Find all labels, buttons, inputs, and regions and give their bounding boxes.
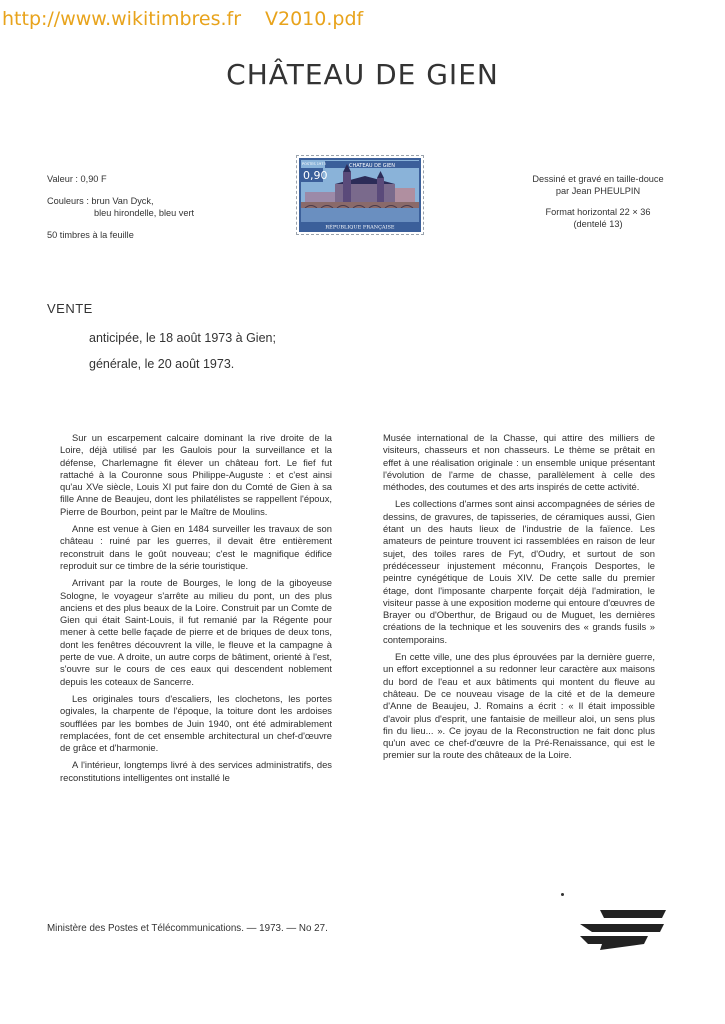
decorative-dot: [561, 893, 564, 896]
valeur-text: Valeur : 0,90 F: [47, 174, 107, 184]
paragraph: A l'intérieur, longtemps livré à des services administratifs, des reconstitutions intelligentes ont installé le: [60, 759, 332, 783]
paragraph: Arrivant par la route de Bourges, le long de la giboyeuse Sologne, le voyageur s'arrête au milieu du pont, un des plus anciens et des plus beaux de la Loire. Construit par un Comte de Gien qui était Saint-Louis, il fut remanié par la Régente pour mener à cette belle façade de pierre et de briques de deux tons, dont les fenêtres découvrent la ville, le fleuve et la campagne à perte de vue. A droite, un autre corps de bâtiment, orienté à l'est, s'ouvre sur le cours de ces eaux qui descendent noblement depuis les coteaux de Sancerre.: [60, 577, 332, 687]
body-column-left: [60, 432, 332, 789]
perforation-text: (dentelé 13): [573, 219, 623, 229]
paragraph: En cette ville, une des plus éprouvées par la dernière guerre, un effort exceptionnel a su redonner leur caractère aux maisons du bord de l'eau et aux bâtiments qui montent du fleuve au château. De ce nouveau visage de la cité et de la demeure d'Anne de Beaujeu, J. Romains a écrit : « Il était impossible d'avoir plus d'esprit, une fantaisie de meilleur aloi, un sens plus fin du lieu... ». Ce joyau de la Reconstruction ne fait donc plus qu'un avec ce chef-d'œuvre de la Pré-Renaissance, qui est le premier sur la route des châteaux de la Loire.: [383, 651, 655, 761]
couleurs-text-cont: bleu hirondelle, bleu vert: [94, 208, 195, 218]
paragraph: Musée international de la Chasse, qui attire des milliers de visiteurs, chasseurs et non chasseurs. Le thème se prêtait en effet à une réalisation originale : un ensemble unique présentant l'évolution de l'arme de chasse, parallèlement à celle des méthodes, des coutumes et des arts inspirés de cette activité.: [383, 432, 655, 493]
la-poste-bird-logo-icon: [578, 906, 668, 952]
page-title: CHÂTEAU DE GIEN: [226, 58, 499, 91]
format-text: Format horizontal 22 × 36: [545, 207, 651, 217]
paragraph: Les collections d'armes sont ainsi accompagnées de séries de dessins, de gravures, de tapisseries, de céramiques aussi, Gien étant un des hauts lieux de l'industrie de la faïence. Les amateurs de peinture trouvent ici rassemblées en raison de leur sujet, des toiles rares de Fyt, d'Oudry, et surtout de son prédécesseur injustement méconnu, François Desportes, le peintre cynégétique de Louis XIV. De cette salle du premier étage, dont l'imposante charpente forçait déjà l'admiration, le visiteur passe à une exposition moderne qui entoure d'œuvres de Brayer ou d'Oberthur, de Brigaud ou de Muguet, les dernières créations de la technique et les souvenirs des « grands fusils » contemporains.: [383, 498, 655, 645]
paragraph: Anne est venue à Gien en 1484 surveiller les travaux de son château : ruiné par les guerres, il devait être entièrement reconstruit dans le goût nouveau; c'est le magnifique édifice reproduit sur ce timbre de la série touristique.: [60, 523, 332, 571]
pdf-file-link[interactable]: V2010.pdf: [265, 8, 364, 30]
stamp-specs-left: [47, 173, 277, 241]
vente-anticipee: anticipée, le 18 août 1973 à Gien;: [89, 331, 276, 345]
stamp-value-text: 0,90: [303, 169, 328, 182]
couleurs-text: Couleurs : brun Van Dyck,: [47, 196, 154, 206]
paragraph: Les originales tours d'escaliers, les clochetons, les portes ogivales, la charpente de l'époque, la toiture dont les ardoises soufflées par les bombes de Juin 1940, ont été admirablement remplacées, font de cet ensemble architectural un chef-d'œuvre de grâce et d'harmonie.: [60, 692, 332, 754]
stamp-banner-text: CHATEAU DE GIEN: [348, 163, 396, 169]
vente-generale: générale, le 20 août 1973.: [89, 357, 235, 371]
paragraph: Sur un escarpement calcaire dominant la rive droite de la Loire, déjà utilisé par les Gaulois pour la surveillance et la défense, Charlemagne fit élever un château fort. Le fief fut rattaché à la Couronne sous Philippe-Auguste : et c'est ainsi qu'au XVe siècle, Louis XI put faire don du Comté de Gien à sa fille Anne de Beaujeu, dont les philatélistes se rappellent l'époux, Pierre de Bourbon, peint par le Maître de Moulins.: [60, 432, 332, 517]
castle-stamp-illustration: [299, 158, 421, 232]
site-url-link[interactable]: http://www.wikitimbres.fr: [2, 8, 242, 30]
footer-ministry-text: Ministère des Postes et Télécommunications. — 1973. — No 27.: [47, 923, 328, 934]
sheet-count-text: 50 timbres à la feuille: [47, 230, 134, 240]
stamp-year-text: POSTES 1973: [302, 162, 326, 166]
vente-heading: VENTE: [47, 301, 93, 316]
stamp-image: [296, 155, 424, 235]
stamp-specs-right: [498, 173, 698, 230]
designer-line: Dessiné et gravé en taille-douce: [532, 174, 664, 184]
designer-name: par Jean PHEULPIN: [555, 186, 641, 196]
body-column-right: [383, 432, 655, 767]
stamp-country-text: RÉPUBLIQUE FRANÇAISE: [325, 224, 395, 231]
